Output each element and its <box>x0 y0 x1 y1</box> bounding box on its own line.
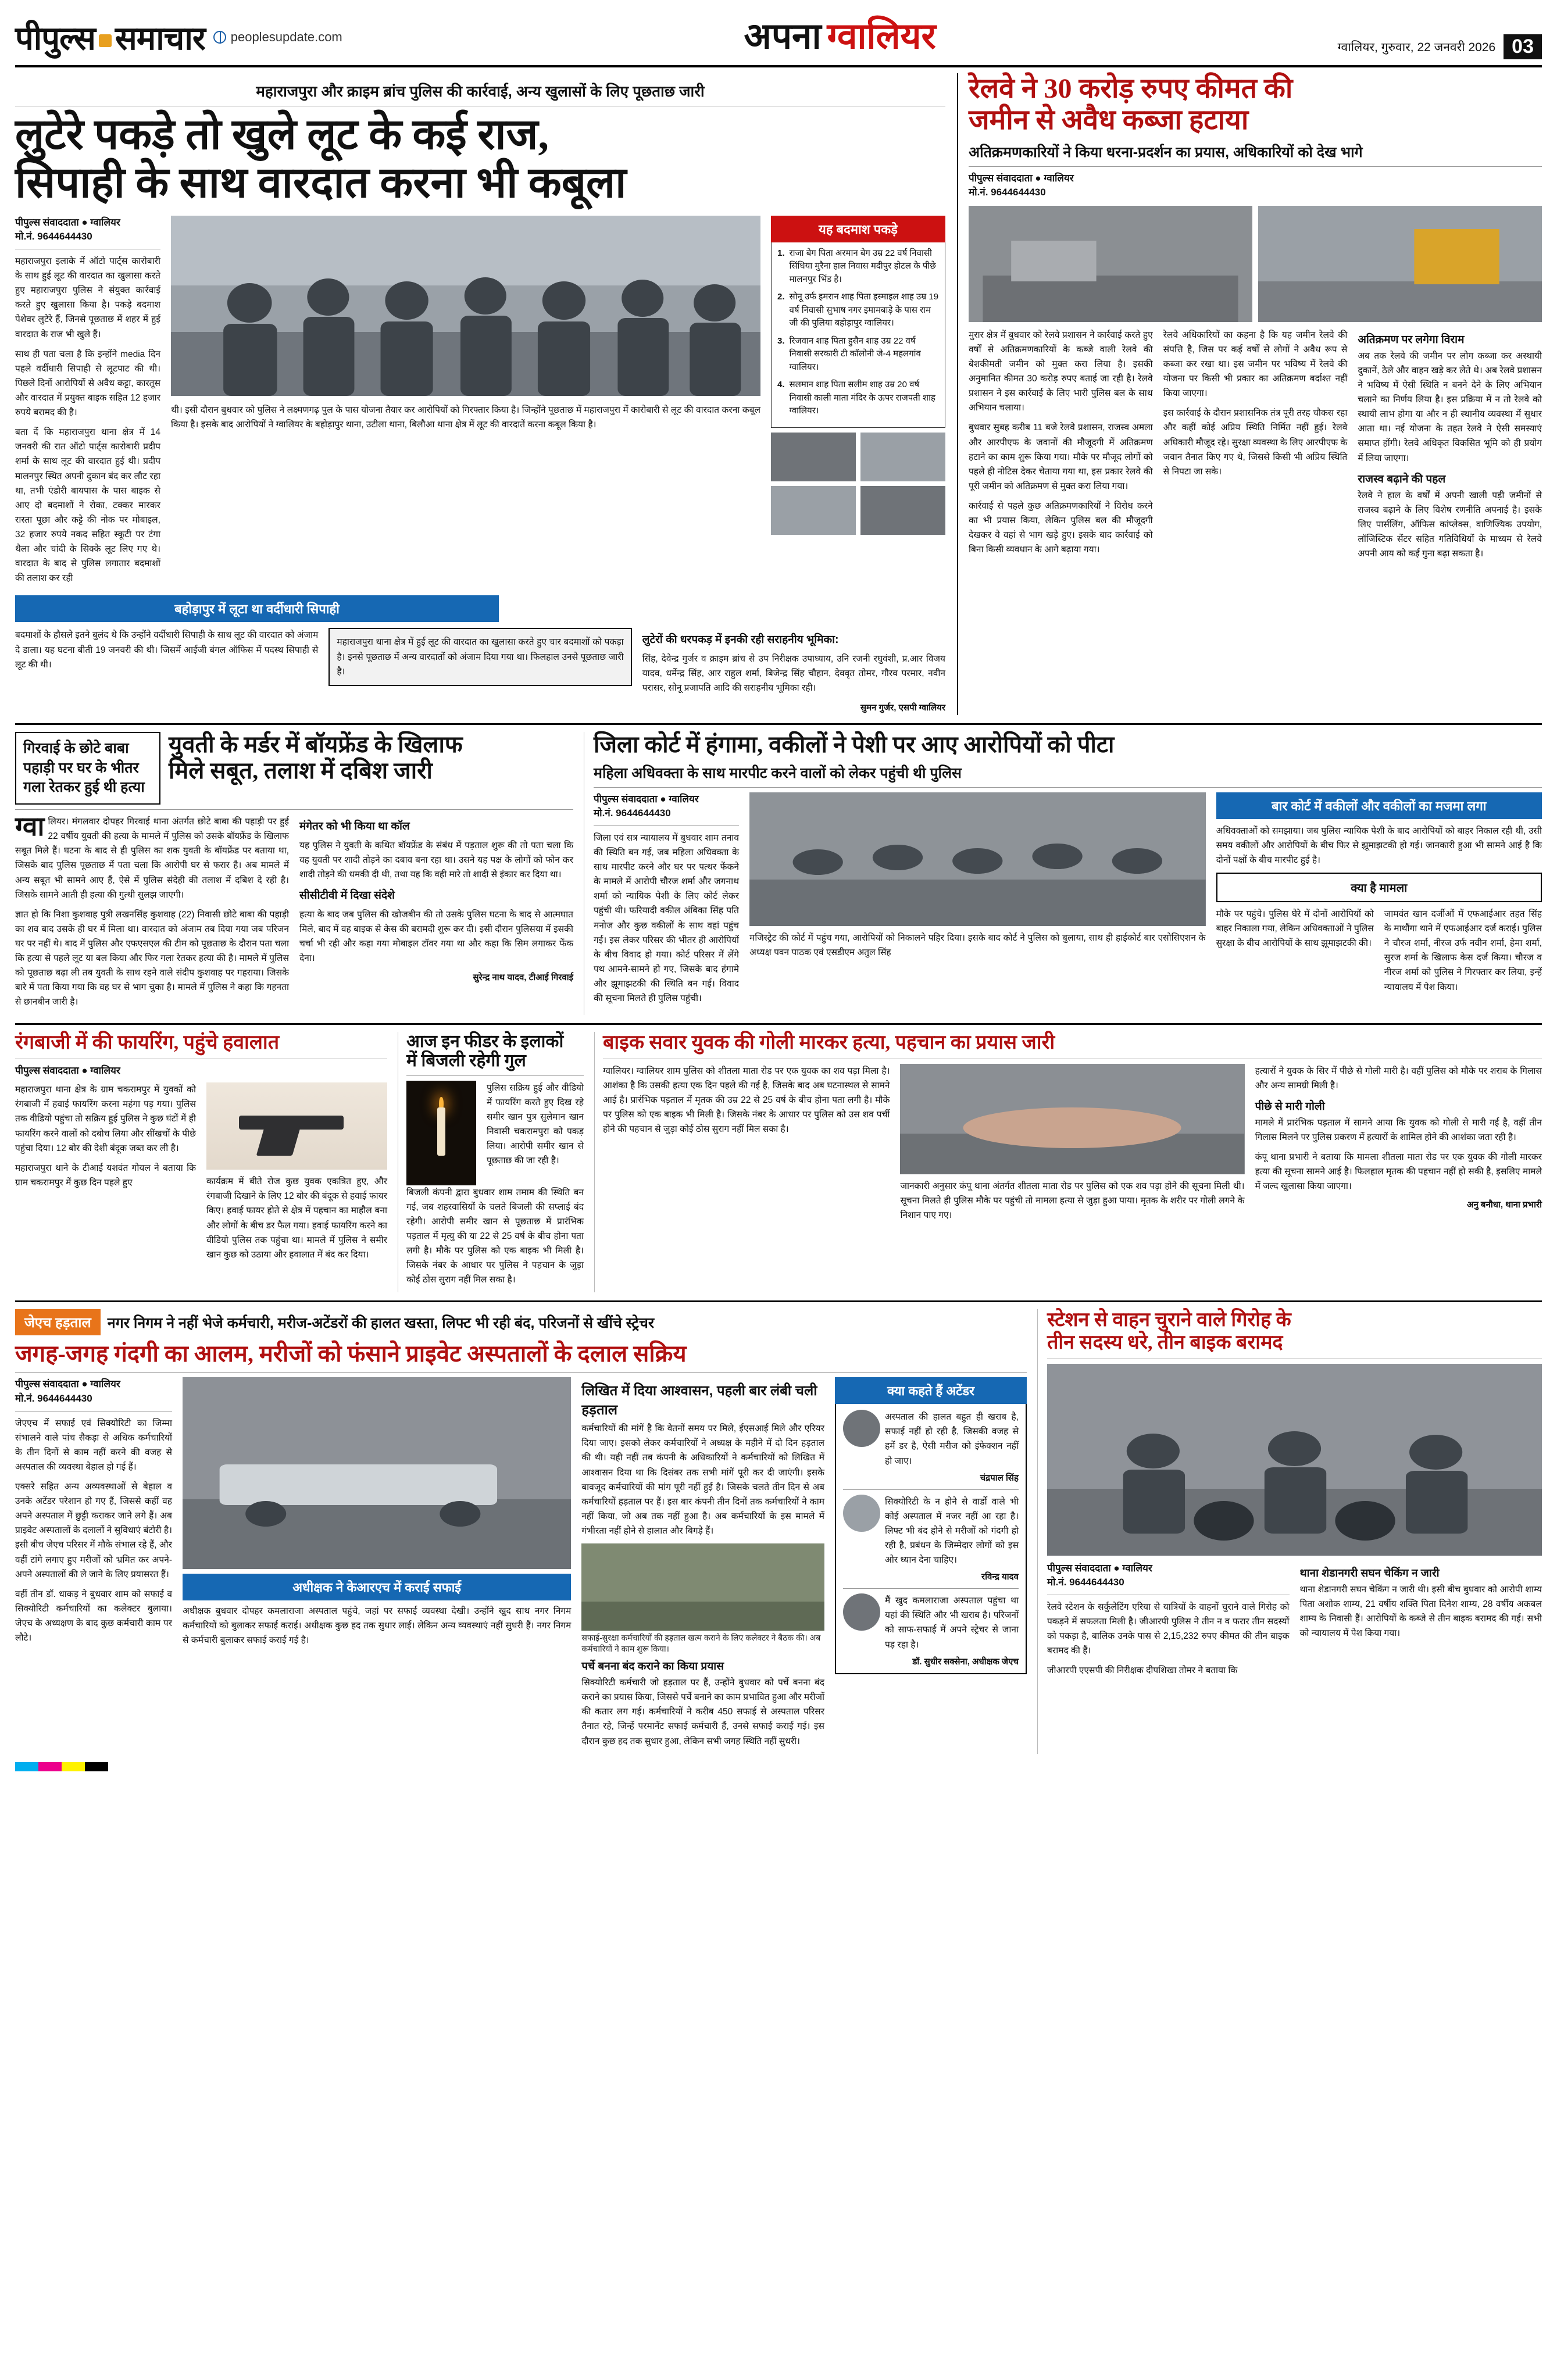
hospital-last-head: पर्चे बनना बंद कराने का किया प्रयास <box>581 1660 724 1673</box>
hospital-col-3: लिखित में दिया आश्वासन, पहली बार लंबी चली हड़ताल कर्मचारियों की मांगें है कि वेतनों समय पर मिले, ईएसआई मिले और एरियर दिया जाए। इसको लेकर कर्मचारियों ने अध्यक्ष के महीने में दो दिन हड़ताल की थी। यही नहीं तब कंपनी के अधिकारियों ने कर्मचारियों को लिखित में आश्वासन दिया था कि दिसंबर तक सभी मांगें पूरी कर दी जाएंगी। इसके बावजूद कर्मचारियों की मांग पूरी नहीं हुई है। जिसके चलते तीन दिन से अब कर्मचारियों हड़ताल पर हैं। इस बार कंपनी तीन दिनों तक कर्मचारियों ने काम नहीं किया, जो अब तक नहीं हुआ है। अब कर्मचारियों के इस मामले में गंभीरता नहीं होने से हालात और बिगड़े हैं। सफाई-सुरक्षा कर्मचारियों की हड़ताल खत्म कराने के लिए कलेक्टर ने बैठक की। अब कर्मचारियों ने काम शुरू किया। पर्चे बनना बंद कराने का किया प्रयास सिक्योरिटी कर्मचारी जो हड़ताल पर हैं, उन्होंने बुधवार को पर्चे बनना बंद कराने का प्रयास किया, जिससे पर्चे बनाने का काम प्रभावित हुआ और मरीजों की कतार लग गई। कर्मचारियों ने करीब 450 सफाई से अस्पताल परिसर तैनात रहे, जिन्हें परमानेंट सफाई कर्मचारी हैं, उनसे सफाई कराई गई। इस दौरान कुछ हद तक सुधार हुआ, लेकिन सभी जगह स्थिति नहीं सुधरी। <box>581 1377 824 1753</box>
station-subhead: थाना शेडानगरी सघन चेकिंग न जारी <box>1299 1567 1440 1579</box>
hospital-story <box>15 1309 1027 1753</box>
court-blue-bar: बार कोर्ट में वकीलों और वकीलों का मजमा लगा <box>1216 792 1542 819</box>
firing-story: रंगबाजी में की फायरिंग, पहुंचे हवालात पीपुल्स संवाददाता ● ग्वालियर महाराजपुरा थाना क्षेत्र के ग्राम चकरामपुर में युवकों को रंगबाजी में हवाई फायरिंग करना महंगा पड़ गया। पुलिस तक वीडियो पहुंचा तो सक्रिय हुई पुलिस ने कुछ घंटों में ही फायरिंग करने वालों को दबोच लिया और सींखचों के पीछे पहुंचा दिया। 12 बोर की देशी बंदूक जब्त कर ली है। महाराजपुरा थाने के टीआई यशवंत गोयल ने बताया कि ग्राम चकरामपुर में कुछ दिन पहले हुए कार्यक्रम में बीते रोज कुछ युवक एकत्रित हुए, और रंगबाजी दिखाने के लिए 12 बोर की बंदूक से हवाई फायर किए। हवाई फायर होते से क्षेत्र में पहचान का माहौल बना और लोगों के बीच डर फैल गया। हवाई फायरिंग करने का वीडियो पुलिस तक पहुंचा था। मामले में पुलिस ने समीर खान कुछ को उठाया और हवालात में बंद कर दिया। <box>15 1032 387 1293</box>
station-photo <box>1047 1364 1542 1556</box>
bike-story: बाइक सवार युवक की गोली मारकर हत्या, पहचान का प्रयास जारी ग्वालियर। ग्वालियर शाम पुलिस को शीतला माता रोड पर एक युवक का शव पड़ा मिला है। आशंका है कि उसकी हत्या एक दिन पहले की गई है, जिसके बाद अब घटनास्थल से सामने आई है। प्रारंभिक पड़ताल में मृतक की उम्र 22 से 25 वर्ष के बीच होना पता लगी है। मौके पर पुलिस को एक बाइक भी मिली है। जिसके नंबर के आधार पर पुलिस को उस शव पर्ची होने की पहचान से जुड़ा कोई ठोस सुराग नहीं मिल सका है। जानकारी अनुसार कंपू थाना अंतर्गत शीतला माता रोड पर पुलिस को एक शव पड़ा होने की सूचना मिली थी। सूचना मिलते ही पुलिस मौके पर पहुंची तो मामला हत्या से जुड़ा हुआ पाया। मृतक के शरीर पर गोली लगने के निशान पाए गए। हत्यारों ने युवक के सिर में पीछे से गोली मारी है। वहीं पुलिस को मौके पर शराब के गिलास और अन्य सामग्री मिली है। पीछे से मारी गोली मामले में प्रारंभिक पड़ताल में सामने आया कि युवक को गोली से मारी गई है, वहीं तीन गिलास मिलने पर पुलिस प्रकरण में हत्यारों के शामिल होने की आशंका जता रही है। कंपू थाना प्रभारी ने बताया कि मामला शीतला माता रोड पर एक युवक की गोली मारकर हत्या की सूचना सामने आई है। फिलहाल मृतक की पहचान नहीं हो सकी है, इसलिए मामले में जल्द खुलासा किया जाएगा। अनु बनौधा, थाना प्रभारी <box>594 1032 1542 1293</box>
masthead-website[interactable] <box>213 30 342 45</box>
bike-headline: बाइक सवार युवक की गोली मारकर हत्या, पहचान का प्रयास जारी <box>603 1031 1055 1053</box>
fourth-band <box>15 1309 1542 1753</box>
list-item: 3. रिजवान शाह पिता हुसैन शाह उम्र 22 वर्ष निवासी सरकारी टी कॉलोनी जे-4 महलगांव ग्वालियर। <box>777 335 921 372</box>
attender-quotes-head: क्या कहते हैं अटेंडर <box>835 1377 1027 1404</box>
accused-photo-4 <box>860 486 945 535</box>
court-story <box>584 732 1542 1015</box>
accused-photo-3 <box>771 486 856 535</box>
list-item: 2. सोनू उर्फ इमरान शाह पिता इस्माइल शाह उम्र 19 वर्ष निवासी सुभाष नगर इमामबाड़े के पास राम जी की पुलिया बहोड़ापुर ग्वालियर। <box>777 292 939 328</box>
sidebar-head-1: अतिक्रमण पर लगेगा विराम <box>1358 333 1465 346</box>
murder-body-1: ग्वालियर। मंगलवार दोपहर गिरवाई थाना अंतर्गत छोटे बाबा की पहाड़ी पर हुई 22 वर्षीय युवती की हत्या के मामले में पुलिस को उसके बॉयफ्रेंड के खिलाफ सबूत मिले हैं। घटना के बाद से ही पुलिस का शक युवती के बॉयफ्रेंड पर बताया था, जिसके बाद पुलिस पूछताछ में पता चला कि आरोपी घर से फरार है। अब मामले में अन्य सबूत भी सामने आए हैं, ऐसे में पुलिस संदेही की तलाश में दबिश दे रही है। जिसके सामने आती ही हत्या की गुत्थी सुलझ जाएगी। ज्ञात हो कि निशा कुशवाह पुत्री लखनसिंह कुशवाह (22) निवासी छोटे बाबा की पहाड़ी का शव बाद उसके ही घर में मिला था। वारदात को अंजाम तब दिया गया जब परिजन घर पर नहीं थे। बाद में पुलिस और एफएसएल की टीम को पूछताछ के दौरान पता चला कि हत्या से पहले लूट या बल किया और फिर गला रेतकर हत्या की है। मामले में पुलिस को पूछताछ बढ़ा ली तब युवती के साथ रहने वाले संदीप कुशवाह पर गहराया। जिसके बारे में पता किया गया कि वह घर से भाग चुका है। मामले में पुलिस ने कहा कि गहनता से छानबीन जारी है। <box>15 812 289 1007</box>
lead-headline: लुटेरे पकड़े तो खुले लूट के कई राज, सिपाही के साथ वारदात करना भी कबूला <box>15 111 627 207</box>
court-box-head: क्या है मामला <box>1216 873 1542 902</box>
lead-story <box>15 73 945 715</box>
lead-photo <box>171 216 760 396</box>
badmash-list <box>771 242 945 428</box>
lead-kicker: महाराजपुरा और क्राइम ब्रांच पुलिस की कार्रवाई, अन्य खुलासों के लिए पूछताछ जारी <box>256 83 705 100</box>
jh-strike-tag: जेएच हड़ताल <box>15 1309 101 1335</box>
bike-subhead: पीछे से मारी गोली <box>1255 1100 1325 1113</box>
badmash-list-title: यह बदमाश पकड़े <box>771 216 945 242</box>
page-number: 03 <box>1504 34 1542 59</box>
masthead <box>15 10 1542 67</box>
third-band <box>15 1032 1542 1293</box>
station-headline: स्टेशन से वाहन चुराने वाले गिरोह के तीन सदस्य धरे, तीन बाइक बरामद <box>1047 1309 1291 1353</box>
railway-photo-1 <box>969 206 1252 322</box>
lead-byline: पीपुल्स संवाददाता ● ग्वालियर मो.नं. 9644644430 <box>15 216 120 242</box>
masthead-logo: पीपुल्स समाचार <box>15 21 205 57</box>
bike-col-3: हत्यारों ने युवक के सिर में पीछे से गोली मारी है। वहीं पुलिस को मौके पर शराब के गिलास और अन्य सामग्री मिली है। पीछे से मारी गोली मामले में प्रारंभिक पड़ताल में सामने आया कि युवक को गोली से मारी गई है, वहीं तीन गिलास मिलने पर पुलिस प्रकरण में हत्यारों के शामिल होने की आशंका जता रही है। कंपू थाना प्रभारी ने बताया कि मामला शीतला माता रोड पर एक युवक की गोली मारकर हत्या की सूचना सामने आई है। फिलहाल मृतक की पहचान नहीं हो सकी है, इसलिए मामले में जल्द खुलासा किया जाएगा। अनु बनौधा, थाना प्रभारी <box>1255 1066 1542 1210</box>
hospital-photo-col: अधीक्षक ने केआरएच में कराई सफाई अधीक्षक बुधवार दोपहर कमलाराजा अस्पताल पहुंचे, जहां पर सफाई व्यवस्था देखी। उन्होंने खुद साथ नगर निगम कर्मचारियों को बुलाकर सफाई कराई। अधीक्षक कुछ हद तक सुधार लाई। लेकिन अन्य व्यवस्थाएं नहीं सुधरी हैं। नगर निगम से कर्मचारी बुलाकर सफाई कराई गई है। <box>183 1377 571 1753</box>
court-col-1: पीपुल्स संवाददाता ● ग्वालियर मो.नं. 9644644430 जिला एवं सत्र न्यायालय में बुधवार शाम तनाव की स्थिति बन गई, जब महिला अधिवक्ता के साथ मारपीट करने और घर पर पत्थर फेंकने के मामले में आरोपी चौरज शर्मा और जगनाथ शर्मा को न्यायिक पेशी के लिए कोर्ट लेकर पहुंची थी। फरियादी वकील अंबिका सिंह पति मनोज और कुछ वकीलों के साथ वहां पहुंच गई। इस लेकर परिसर की भीतर ही आरोपियों के बीच विवाद हो गया। कोर्ट परिसर में लेंगे पथ आमने-सामने हो गए, जिसके बाद हंगामे और झूमाझटकी की स्थिति बन गई। विवाद की सूचना मिलते ही पुलिस पहुंची। <box>594 793 739 1004</box>
lead-col-1 <box>15 216 160 591</box>
lead-sub-body-1: बदमाशों के हौसले इतने बुलंद थे कि उन्होंने वर्दीधारी सिपाही के साथ लूट की वारदात को अंजाम दे डाला। यह घटना बीती 19 जनवरी की थी। जिसमें आईजी बंगल ऑफिस में पदस्थ सिपाही से लूट की थी। <box>15 630 319 670</box>
lead-photo-col <box>171 216 760 591</box>
station-col-1: पीपुल्स संवाददाता ● ग्वालियर मो.नं. 9644644430 रेलवे स्टेशन के सर्कुलेटिंग एरिया से यात्रियों के वाहनों चुराने वाले गिरोह को पकड़ने में सफलता मिली है। जीआरपी पुलिस ने तीन न व फरार तीन सदस्यों को पकड़ा है, बालिक उनके पास से 2,15,232 रुपए कीमत की तीन बाइक बरामद की हैं। जीआरपी एएसपी की निरीक्षक दीपशिखा तोमर ने बताया कि <box>1047 1562 1290 1676</box>
power-headline: आज इन फीडर के इलाकों में बिजली रहेगी गुल <box>406 1031 564 1071</box>
quote-item: सिक्योरिटी के न होने से वार्डों वाले भी कोई अस्पताल में नजर नहीं आ रहा है। लिफ्ट भी बंद होने से मरीजों को गंदगी हो रही है, प्रबंधन के जिम्मेदार लोगों को इस ओर ध्यान देना चाहिए। रविन्द्र यादव <box>843 1495 1019 1583</box>
railway-story <box>957 73 1542 715</box>
murder-headline: युवती के मर्डर में बॉयफ्रेंड के खिलाफ मिले सबूत, तलाश में दबिश जारी <box>169 731 463 784</box>
murder-subhead-2: सीसीटीवी में दिखा संदेशे <box>299 889 395 902</box>
court-byline: पीपुल्स संवाददाता ● ग्वालियर मो.नं. 9644644430 <box>594 793 699 819</box>
lead-body-1: महाराजपुरा इलाके में ऑटो पार्ट्स कारोबारी के साथ हुई लूट की वारदात का खुलासा करते हुए महाराजपुरा पुलिस ने संयुक्त कार्रवाई करते हुए खुलासा किया है। पकड़े बदमाश पेशेवर लुटेरे हैं, जिनसे पूछताछ में शहर में हुई वारदात के राज भी खुले हैं। साथ ही पता चला है कि इन्होंने media दिन पहले वर्दीधारी सिपाही से लूटपाट की थी। पिछले दिनों आरोपियों से अवैध कट्टा, कारतूस और वारदात में प्रयुक्त बाइक सहित 12 हजार रुपये बरामद की है। बता दें कि महाराजपुरा थाना क्षेत्र में 14 जनवरी की रात ऑटो पार्ट्स कारोबारी प्रदीप शर्मा के साथ लूट की वारदात हुई थी। प्रदीप मालनपुर स्थित अपनी दुकान बंद कर लौट रहा था, तभी एंडोरी बायपास के पास बाइक से आए दो बदमाशों ने रोका, टक्कर मारकर रास्ता पूछा और कट्टे की नोक पर मोबाइल, 32 हजार रुपये नकद सहित स्कूटी पर टंगा थैला और चांदी के सिक्के लूट लिए गए थे। वारदात के बाद से पुलिस लगातार बदमाशों की तलाश कर रही <box>15 256 160 584</box>
avatar <box>843 1495 880 1532</box>
sipahi-sub-headline: बहोड़ापुर में लूटा था वर्दीधारी सिपाही <box>15 595 499 622</box>
avatar <box>843 1593 880 1631</box>
sidebar-head-2: राजस्व बढ़ाने की पहल <box>1358 473 1446 485</box>
second-band <box>15 732 1542 1015</box>
hospital-photo-caption: सफाई-सुरक्षा कर्मचारियों की हड़ताल खत्म कराने के लिए कलेक्टर ने बैठक की। अब कर्मचारियों ने काम शुरू किया। <box>581 1633 821 1654</box>
top-section <box>15 73 1542 715</box>
court-photo-col: मजिस्ट्रेट की कोर्ट में पहुंच गया, आरोपियों को निकालने पहिर दिया। इसके बाद कोर्ट ने पुलिस को बुलाया, साथ ही हाईकोर्ट बार एसोसिएशन के अध्यक्ष पवन पाठक एवं एसडीएम अतुल सिंह <box>749 792 1206 1012</box>
lead-quote-box: महाराजपुरा थाना क्षेत्र में हुई लूट की वारदात का खुलासा करते हुए चार बदमाशों को पकड़ा है। इनसे पूछताछ में अन्य वारदातों को अंजाम दिया गया था। फिलहाल उनसे पूछताछ जारी है। <box>328 628 631 714</box>
railway-photo-2 <box>1258 206 1542 322</box>
hospital-photo-2 <box>581 1543 824 1631</box>
power-story: आज इन फीडर के इलाकों में बिजली रहेगी गुल पुलिस सक्रिय हुई और वीडियो में फायरिंग करते हुए दिख रहे समीर खान पुत्र सुलेमान खान निवासी चकरामपुरा को पकड़ लिया। आरोपी समीर खान से पूछताछ की जा रही है। बिजली कंपनी द्वारा बुधवार शाम तमाम की स्थिति बन गई, जब शहरवासियों के चलते बिजली की सप्लाई बंद रहेगी। आरोपी समीर खान से पूछताछ में प्रारंभिक पड़ताल में मृत्यु की या 22 से 25 वर्ष के बीच होना पता लगी है। मौके पर पुलिस को एक बाइक भी मिली है। जिसके नंबर के आधार पर पुलिस ने पहचान के जुड़ा कोई ठोस सुराग नहीं मिल सका है। <box>398 1032 584 1293</box>
accused-photo-2 <box>860 433 945 481</box>
attender-quotes <box>835 1377 1027 1753</box>
masthead-title: अपना ग्वालियर <box>744 17 936 56</box>
bike-photo <box>900 1064 1244 1174</box>
station-story <box>1037 1309 1542 1753</box>
firing-byline: पीपुल्स संवाददाता ● ग्वालियर <box>15 1064 120 1076</box>
hospital-headline: जगह-जगह गंदगी का आलम, मरीजों को फंसाने प्राइवेट अस्पतालों के दलाल सक्रिय <box>15 1341 687 1367</box>
murder-subhead-1: मंगेतर को भी किया था कॉल <box>299 820 410 833</box>
gun-photo <box>206 1082 387 1170</box>
list-item: 1. राजा बेग पिता अरमान बेग उम्र 22 वर्ष निवासी सिंधिया मुरैना हाल निवास मदीपुर होटल के पीछे मालनपुर भिंड है। <box>777 248 936 284</box>
hospital-sub-blue: अधीक्षक ने केआरएच में कराई सफाई <box>183 1574 571 1600</box>
issue-date: ग्वालियर, गुरुवार, 22 जनवरी 2026 <box>1337 40 1496 54</box>
railway-sidebars: अतिक्रमण पर लगेगा विराम अब तक रेलवे की जमीन पर लोग कब्जा कर अस्थायी दुकानें, ठेले और वाहन खड़े कर लेते थे। अब रेलवे प्रशासन ने भविष्य में ऐसी स्थिति न बनने देने के लिए अभियान चलाने का निर्णय लिया है। इस प्रक्रिया में न तो रेलवे को स्थायी लाभ होगा या और न ही स्थानीय व्यवस्था में सुधार आता था। नई योजना के तहत रेलवे ने ऐसी समस्याएं समाप्त होंगी। रेलवे अधिकृत विकसित भूमि को ही प्रयोग में लिया जाएगा। राजस्व बढ़ाने की पहल रेलवे ने हाल के वर्षों में अपनी खाली पड़ी जमीनों से राजस्व बढ़ाने के लिए विशेष रणनीति अपनाई है। इसके लिए पार्सलिंग, ऑफिस कांप्लेक्स, वाणिज्यिक उपयोग, लॉजिस्टिक सेंटर सहित गतिविधियों के माध्यम से रेलवे अपनी आय को कई गुना बढ़ा सकता है। <box>1358 328 1542 566</box>
role-subhead: लुटेरों की धरपकड़ में इनकी रही सराहनीय भूमिका: <box>642 634 839 646</box>
lead-body-col2: थी। इसी दौरान बुधवार को पुलिस ने लक्ष्मणगढ़ पुल के पास योजना तैयार कर आरोपियों को गिरफ्तार किया है। जिन्होंने पूछताछ में महाराजपुरा में कारोबारी से लूट की वारदात करना कबूल किया है। इसके बाद आरोपियों ने ग्वालियर के बहोड़ापुर थाना, उटीला थाना, बिलौआ थाना क्षेत्र में लूट की वारदातें करना कबूल किया है। <box>171 405 760 430</box>
murder-lead-box: गिरवाई के छोटे बाबा पहाड़ी पर घर के भीतर गला रेतकर हुई थी हत्या <box>15 732 160 805</box>
globe-icon <box>213 31 226 44</box>
hospital-byline: पीपुल्स संवाददाता ● ग्वालियर मो.नं. 9644644430 <box>15 1378 120 1404</box>
hospital-mid-head: लिखित में दिया आश्वासन, पहली बार लंबी चली हड़ताल <box>581 1383 817 1418</box>
murder-attribution: सुरेन्द्र नाथ यादव, टीआई गिरवाई <box>473 973 573 983</box>
murder-story <box>15 732 573 1015</box>
list-item: 4. सलमान शाह पिता सलीम शाह उम्र 20 वर्ष निवासी काली माता मंदिर के ऊपर राजपती शाह ग्वालियर। <box>777 380 935 416</box>
hospital-col-1: पीपुल्स संवाददाता ● ग्वालियर मो.नं. 9644644430 जेएएच में सफाई एवं सिक्योरिटी का जिम्मा संभालने वाले पांच सैकड़ा से अधिक कर्मचारियों के तीन दिनों से काम नहीं करने की वजह से अस्पताल की व्यवस्था बेहाल हो गई हैं। एक्सरे सहित अन्य अव्यवस्थाओं से बेहाल व उनके अटेंडर परेशान हो गए हैं, जिससे कहीं वह अपने अस्पताल में छुट्टी कराकर जाने लगे हैं। अब प्राइवेट अस्पतालों के दलालों ने सुविधाएं बंटोरी है। इसी बीच जेएच परिसर में मौके संभाल रहे हैं, और वहीं टांगे लगाए हुए मरीजों को भ्रमित कर अपने-अपने अस्पतालों की ले जाने के लिए प्रयासरत हैं। वहीं तीन डॉ. धाकड़ ने बुधवार शाम को सफाई व सिक्योरिटी कर्मचारियों का कलेक्टर बुलाया। जेएच के अध्यक्षण के बाद कुछ कर्मचारी काम पर लौटे। <box>15 1378 172 1643</box>
murder-body-2: मंगेतर को भी किया था कॉल यह पुलिस ने युवती के कथित बॉयफ्रेंड के संबंध में पड़ताल शुरू की तो पता चला कि वह युवती पर शादी तोड़ने का दबाव बना रहा था। उसने यह पक्ष के लोगों को फोन कर शादी तोड़ने की धमकी दी थी, तथा यह कि वही मारे तो शादी से इंकार कर दिया था। सीसीटीवी में दिखा संदेशे हत्या के बाद जब पुलिस की खोजबीन की तो उसके पुलिस घटना के बाद से आत्मघात मिले, बाद में वह बाइक से केस की बरामदी शुरू कर दी। इसी दौरान पुलिसया में इसकी चर्चा भी रही और कहा गया मोबाइल टॉवर गया था और कहा कि सिम लगाकर फेंक देना। सुरेन्द्र नाथ यादव, टीआई गिरवाई <box>299 814 573 1014</box>
quote-item: मैं खुद कमलाराजा अस्पताल पहुंचा था यहां की स्थिति और भी खराब है। परिजनों को साफ-सफाई में अपने स्ट्रेचर से जाना पड़ रहा है। डॉ. सुधीर सक्सेना, अधीक्षक जेएच <box>843 1593 1019 1667</box>
candle-photo-col <box>406 1081 476 1185</box>
color-calibration-bars <box>15 1762 1542 1771</box>
bike-photo-col: जानकारी अनुसार कंपू थाना अंतर्गत शीतला माता रोड पर पुलिस को एक शव पड़ा होने की सूचना मिली थी। सूचना मिलते ही पुलिस मौके पर पहुंची तो मामला हत्या से जुड़ा हुआ पाया। मृतक के शरीर पर गोली लगने के निशान पाए गए। <box>900 1064 1244 1228</box>
station-col-2: थाना शेडानगरी सघन चेकिंग न जारी थाना शेडानगरी सघन चेकिंग न जारी थी। इसी बीच बुधवार को आरोपी शाम्य पिता अशोक शाम्य, 21 वर्षीय शक्ति पिता दिनेश शाम्य, 28 वर्षीय अकबल शाम्य के निवासी हैं। आरोपियों के कब्जे से तीन बाइक बरामद की गई। सभी को न्यायालय में पेश किया गया। <box>1300 1561 1542 1684</box>
website-text: peoplesupdate.com <box>230 30 342 44</box>
quote-item: अस्पताल की हालत बहुत ही खराब है, सफाई नहीं हो रही है, जिसकी वजह से हमें डर है, ऐसी मरीज को इंफेक्शन नहीं हो जाए। चंद्रपाल सिंह <box>843 1410 1019 1483</box>
court-photo <box>749 792 1206 926</box>
masthead-right <box>1338 34 1542 59</box>
firing-photo-col: कार्यक्रम में बीते रोज कुछ युवक एकत्रित हुए, और रंगबाजी दिखाने के लिए 12 बोर की बंदूक से हवाई फायर किए। हवाई फायर होते से क्षेत्र में पहचान का माहौल बना और लोगों के बीच डर फैल गया। हवाई फायरिंग करने का वीडियो पुलिस तक पहुंचा था। मामले में पुलिस ने समीर खान कुछ को उठाया और हवालात में बंद कर दिया। <box>206 1082 387 1267</box>
court-col-3: बार कोर्ट में वकीलों और वकीलों का मजमा लगा अधिवक्ताओं को समझाया। जब पुलिस न्यायिक पेशी के बाद आरोपियों को बाहर निकाल रही थी, उसी समय वकीलों और आरोपियों के बीच फिर से झूमाझटकी हो गई। जानकारी हुआ भी सामने आई है कि दोनों पक्षों के बीच मारपीट हुई है। क्या है मामला मौके पर पहुंचे। पुलिस घेरे में दोनों आरोपियों को बाहर निकाला गया, लेकिन अधिवक्ताओं ने पुलिस सुरक्षा के बीच आरोपियों के साथ झूमाझटकी की। जामवंत खान दर्जीओं में एफआईआर तहत सिंह के माथौंगा थाने में एफआईआर दर्ज कराई। पुलिस ने चौरज शर्मा, नीरज उर्फ नवीन शर्मा, हेमा शर्मा, सुरज शर्मा के खिलाफ केस दर्ज किया। चौरज व नीरज शर्मा को पुलिस ने गिरफ्तार कर लिया, इन्हें न्यायालय में पेश किया। <box>1216 792 1542 1012</box>
candle-photo <box>406 1081 476 1185</box>
hospital-photo-1 <box>183 1377 571 1569</box>
lead-sub-body-2: लुटेरों की धरपकड़ में इनकी रही सराहनीय भूमिका: सिंह, देवेन्द्र गुर्जर व क्राइम ब्रांच से उप निरीक्षक उपाध्याय, उनि रजनी रघुवंशी, प्र.आर विजय यादव, धर्मेन्द्र सिंह, आर राहुल शर्मा, बिजेन्द्र सिंह चौहान, देववृत तोमर, गौरव परमार, नवीन परासर, सोनू प्रजापति आदि की सराहनीय भूमिका रही। सुमन गुर्जर, एसपी ग्वालियर <box>642 628 945 714</box>
hospital-tagline: नगर निगम ने नहीं भेजे कर्मचारी, मरीज-अटेंडरों की हालत खस्ता, लिफ्ट भी रही बंद, परिजनों से खींचे स्ट्रेचर <box>107 1314 655 1331</box>
court-subhead: महिला अधिवक्ता के साथ मारपीट करने वालों को लेकर पहुंची थी पुलिस <box>594 764 962 781</box>
firing-headline: रंगबाजी में की फायरिंग, पहुंचे हवालात <box>15 1031 280 1053</box>
station-byline: पीपुल्स संवाददाता ● ग्वालियर मो.नं. 9644644430 <box>1047 1562 1152 1588</box>
railway-subhead: अतिक्रमणकारियों ने किया धरना-प्रदर्शन का प्रयास, अधिकारियों को देख भागे <box>969 144 1363 160</box>
court-headline: जिला कोर्ट में हंगामा, वकीलों ने पेशी पर आए आरोपियों को पीटा <box>594 731 1115 757</box>
quote-attribution: सुमन गुर्जर, एसपी ग्वालियर <box>860 702 945 713</box>
railway-body-2: रेलवे अधिकारियों का कहना है कि यह जमीन रेलवे की संपत्ति है, जिस पर कई वर्षों से लोगों ने अवैध रूप से कब्जा कर रखा था। इस जमीन पर भविष्य में रेलवे की योजना पर किसी भी प्रकार का अतिक्रमण बर्दाश्त नहीं किया जाएगा। इस कार्रवाई के दौरान प्रशासनिक तंत्र पूरी तरह चौकस रहा और कहीं कोई अप्रिय स्थिति निर्मित नहीं हुई। रेलवे अधिकारी मौजूद रहे। सुरक्षा व्यवस्था के लिए आरपीएफ के जवान तैनात किए गए थे, जिससे किसी भी अप्रिय स्थिति से निपटा जा सके। <box>1163 330 1348 477</box>
lead-listbox-col <box>771 216 945 591</box>
avatar <box>843 1410 880 1447</box>
accused-photo-1 <box>771 433 856 481</box>
masthead-left <box>15 15 342 59</box>
railway-body-1: मुरार क्षेत्र में बुधवार को रेलवे प्रशासन ने कार्रवाई करते हुए वर्षों से अतिक्रमणकारियों के कब्जे वाली रेलवे की बेशकीमती जमीन को मुक्त करा लिया है। इसकी अनुमानित कीमत 30 करोड़ रुपए बताई जा रही है। रेलवे प्रशासन ने इस कार्रवाई के लिए भारी पुलिस बल के साथ अभियान चलाया। बुधवार सुबह करीब 11 बजे रेलवे प्रशासन, राजस्व अमला और आरपीएफ के जवानों की मौजूदगी में अतिक्रमण हटाने का काम शुरू किया गया। मौके पर मौजूद लोगों को पहले ही नोटिस देकर चेताया गया था, इस प्रकार रेलवे की पूरी जमीन को अतिक्रमण से मुक्त करा लिया गया। कार्रवाई से पहले कुछ अतिक्रमणकारियों ने विरोध करने का भी प्रयास किया, लेकिन पुलिस बल की मौजूदगी देखकर वे वहां से भाग खड़े हुए। इसके बाद कार्रवाई को बिना किसी व्यवधान के आगे बढ़ाया गया। <box>969 330 1153 555</box>
railway-headline: रेलवे ने 30 करोड़ रुपए कीमत की जमीन से अवैध कब्जा हटाया <box>969 73 1293 135</box>
bike-attribution: अनु बनौधा, थाना प्रभारी <box>1466 1200 1542 1210</box>
railway-byline: पीपुल्स संवाददाता ● ग्वालियर मो.नं. 9644644430 <box>969 172 1074 198</box>
